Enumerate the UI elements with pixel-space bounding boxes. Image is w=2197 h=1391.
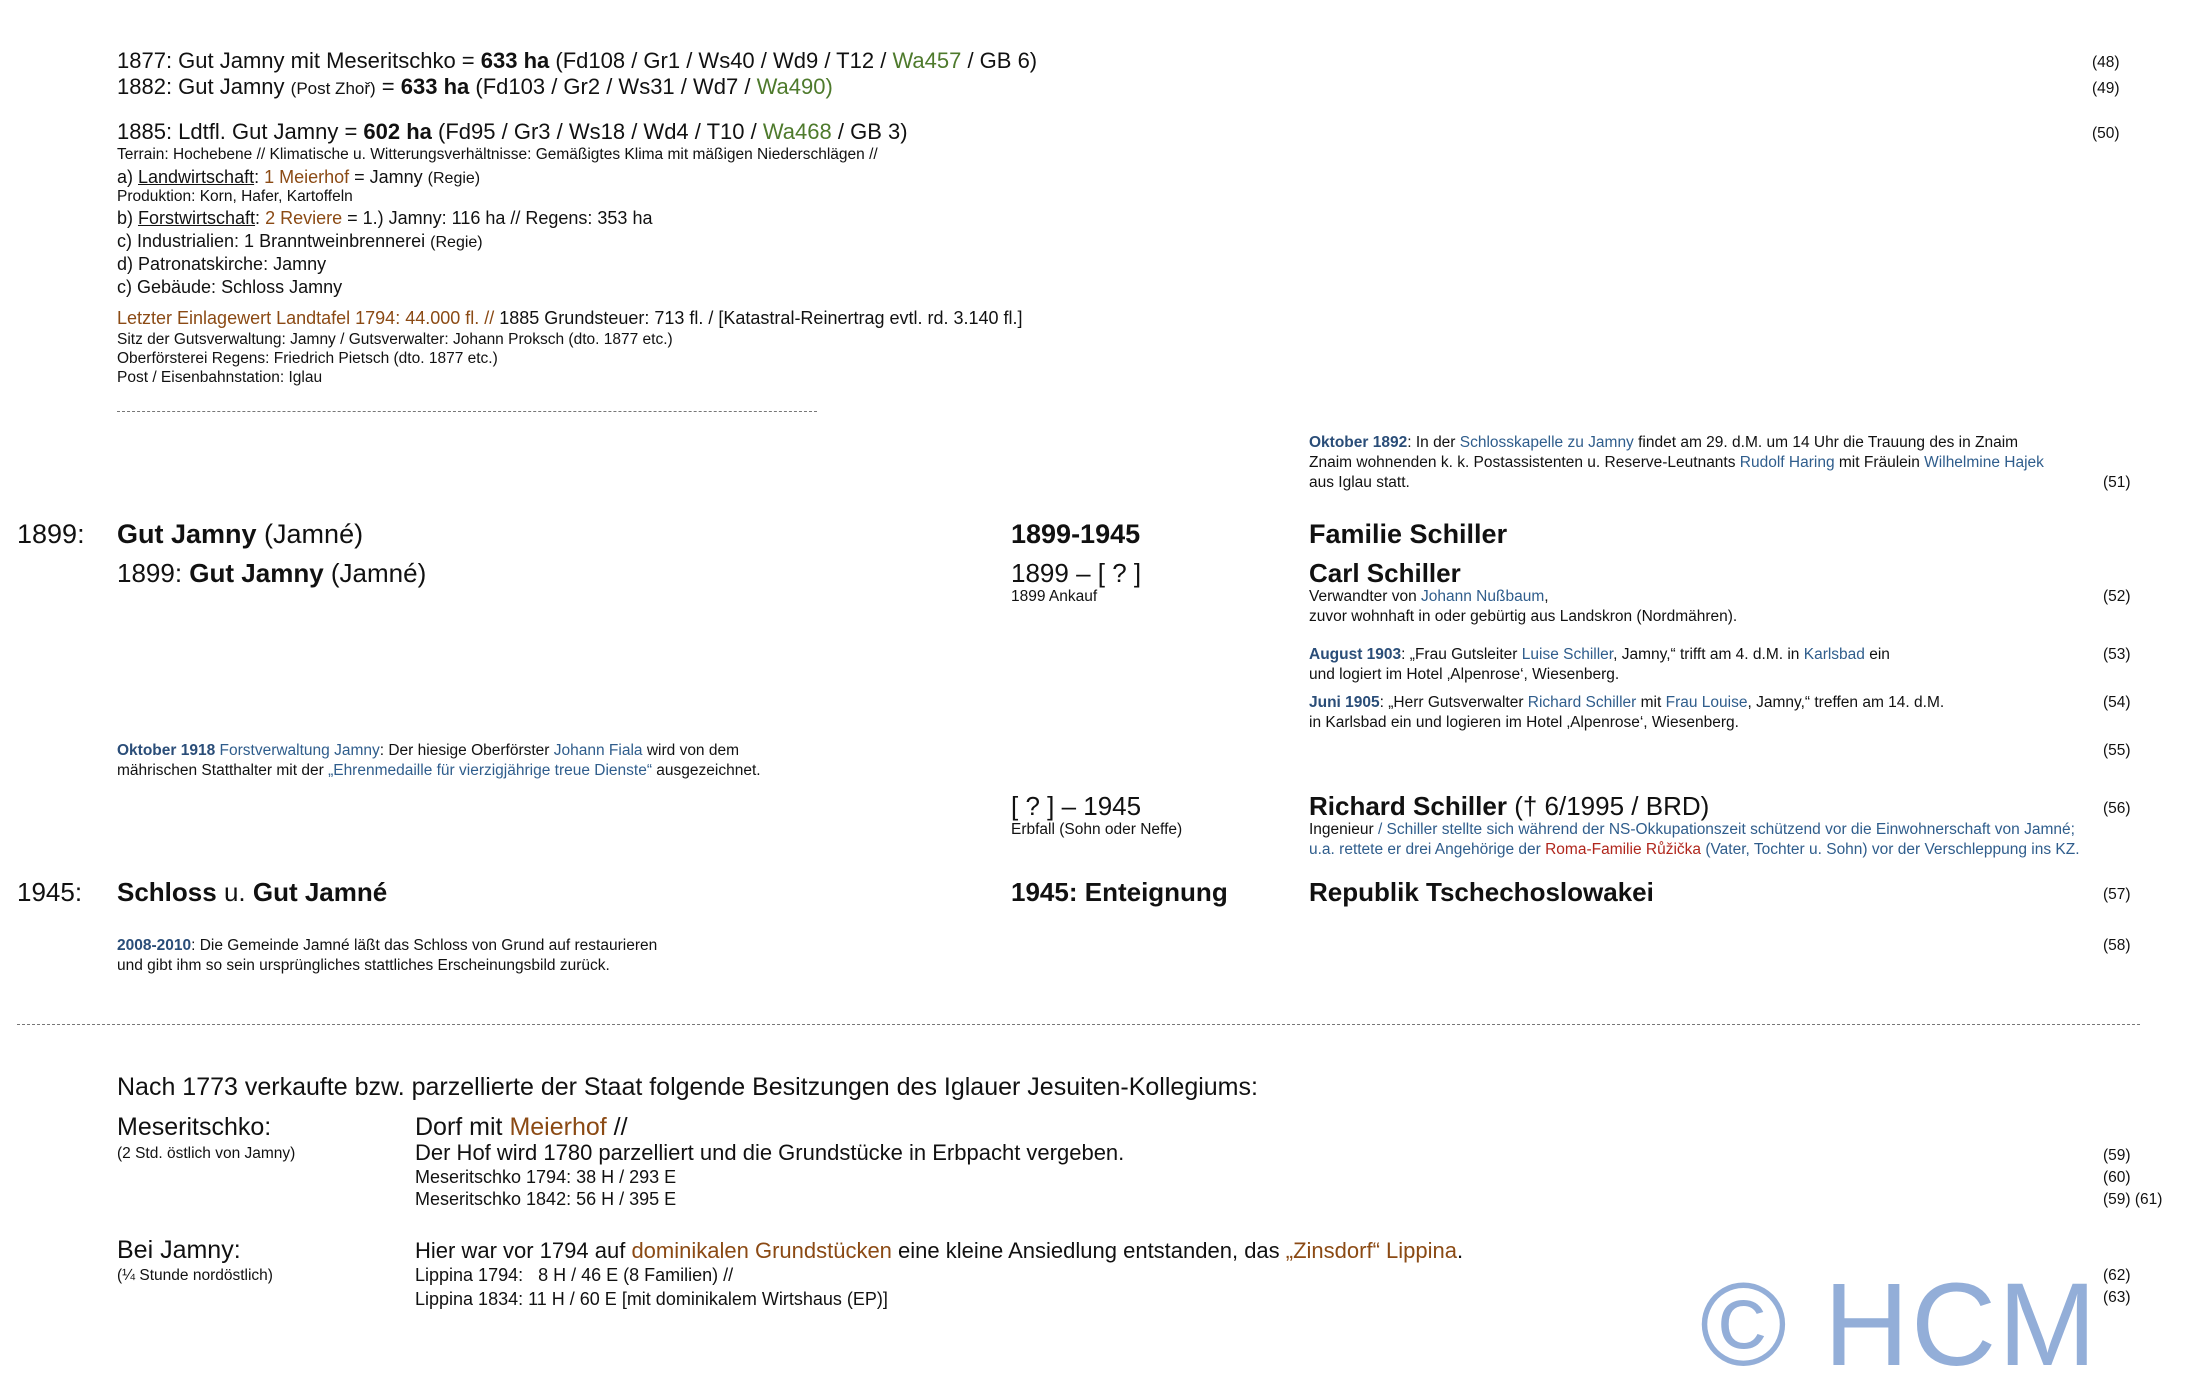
industrialien: c) Industrialien: 1 Branntweinbrennerei (Regie)	[117, 231, 483, 251]
verwandter: Verwandter von Johann Nußbaum,	[1309, 588, 1549, 605]
bei-line1: Hier war vor 1794 auf dominikalen Grundstücken eine kleine Ansiedlung entstanden, das „Zinsdorf“ Lippina.	[415, 1238, 1464, 1263]
familie-schiller: Familie Schiller	[1309, 519, 1508, 549]
ref-53: (53)	[2103, 646, 2131, 663]
sitz: Sitz der Gutsverwaltung: Jamny / Gutsverwalter: Johann Proksch (dto. 1877 etc.)	[117, 331, 673, 348]
period-1899-1945: 1899-1945	[1011, 519, 1141, 549]
copyright-watermark: © HCM	[1700, 1259, 2099, 1391]
mes-line2: Der Hof wird 1780 parzelliert und die Grundstücke in Erbpacht vergeben.	[415, 1140, 1125, 1165]
year-1899: 1899:	[17, 519, 85, 549]
einlagewert: Letzter Einlagewert Landtafel 1794: 44.000 fl. // 1885 Grundsteuer: 713 fl. / [Katastral-Reinertrag evtl. rd. 3.140 fl.]	[117, 308, 1023, 328]
aug1903-line1: August 1903: „Frau Gutsleiter Luise Schiller, Jamny,“ trifft am 4. d.M. in Karlsbad ein	[1309, 646, 1890, 663]
line-1882: 1882: Gut Jamny (Post Zhoř) = 633 ha (Fd103 / Gr2 / Ws31 / Wd7 / Wa490)	[117, 74, 833, 99]
okt1918-line1: Oktober 1918 Forstverwaltung Jamny: Der hiesige Oberförster Johann Fiala wird von dem	[117, 742, 740, 759]
meseritschko-title: Meseritschko:	[117, 1113, 272, 1141]
y2008-line1: 2008-2010: Die Gemeinde Jamné läßt das Schloss von Grund auf restaurieren	[117, 937, 658, 954]
jun1905-line1: Juni 1905: „Herr Gutsverwalter Richard Schiller mit Frau Louise, Jamny,“ treffen am 14. d.M.	[1309, 694, 1945, 711]
richard-line1: Ingenieur / Schiller stellte sich während der NS-Okkupationszeit schützend vor die Einwohnerschaft von Jamné;	[1309, 821, 2075, 838]
gut-jamny-heading: Gut Jamny (Jamné)	[117, 519, 364, 549]
richard-line2: u.a. rettete er drei Angehörige der Roma-Familie Růžička (Vater, Tochter u. Sohn) vor der Verschleppung ins KZ.	[1309, 841, 2080, 858]
ref-48: (48)	[2092, 54, 2120, 71]
carl-schiller: Carl Schiller	[1309, 558, 1461, 588]
ref-58: (58)	[2103, 937, 2131, 954]
gebaeude: c) Gebäude: Schloss Jamny	[117, 277, 343, 297]
mes-line3: Meseritschko 1794: 38 H / 293 E	[415, 1167, 677, 1187]
forstwirtschaft: b) Forstwirtschaft: 2 Reviere = 1.) Jamny: 116 ha // Regens: 353 ha	[117, 208, 653, 228]
okt1892-line3: aus Iglau statt.	[1309, 474, 1410, 491]
owner-period-richard: [ ? ] – 1945	[1011, 791, 1142, 821]
enteignung: 1945: Enteignung	[1011, 877, 1228, 907]
bei-jamny-sub: (¼ Stunde nordöstlich)	[117, 1267, 273, 1284]
ref-59: (59)	[2103, 1147, 2131, 1164]
bei-jamny-title: Bei Jamny:	[117, 1236, 241, 1264]
ref-62: (62)	[2103, 1267, 2131, 1284]
zuvor: zuvor wohnhaft in oder gebürtig aus Landskron (Nordmähren).	[1309, 608, 1738, 625]
post-eisenbahn: Post / Eisenbahnstation: Iglau	[117, 369, 323, 386]
patronatskirche: d) Patronatskirche: Jamny	[117, 254, 327, 274]
produktion: Produktion: Korn, Hafer, Kartoffeln	[117, 188, 353, 205]
okt1892-line1: Oktober 1892: In der Schlosskapelle zu Jamny findet am 29. d.M. um 14 Uhr die Trauung des in Znaim	[1309, 434, 2019, 451]
line-1885: 1885: Ldtfl. Gut Jamny = 602 ha (Fd95 / Gr3 / Ws18 / Wd4 / T10 / Wa468 / GB 3)	[117, 119, 908, 144]
republik: Republik Tschechoslowakei	[1309, 877, 1654, 907]
mes-line1: Dorf mit Meierhof //	[415, 1113, 628, 1141]
divider-long	[17, 1024, 2140, 1025]
ref-54: (54)	[2103, 694, 2131, 711]
schloss-gut-jamne: Schloss u. Gut Jamné	[117, 877, 388, 907]
ref-49: (49)	[2092, 80, 2120, 97]
ref-57: (57)	[2103, 886, 2131, 903]
bei-line3: Lippina 1834: 11 H / 60 E [mit dominikalem Wirtshaus (EP)]	[415, 1289, 888, 1309]
meseritschko-sub: (2 Std. östlich von Jamny)	[117, 1145, 296, 1162]
ref-51: (51)	[2103, 474, 2131, 491]
terrain: Terrain: Hochebene // Klimatische u. Witterungsverhältnisse: Gemäßigtes Klima mit mäßigen Niederschlägen //	[117, 146, 878, 163]
okt1892-line2: Znaim wohnenden k. k. Postassistenten u. Reserve-Leutnants Rudolf Haring mit Fräulein Wilhelmine Hajek	[1309, 454, 2044, 471]
richard-schiller: Richard Schiller († 6/1995 / BRD)	[1309, 791, 1710, 821]
erbfall-note: Erbfall (Sohn oder Neffe)	[1011, 821, 1183, 838]
line-1877: 1877: Gut Jamny mit Meseritschko = 633 ha (Fd108 / Gr1 / Ws40 / Wd9 / T12 / Wa457 / GB 6)	[117, 48, 1038, 73]
gut-jamny-sub: 1899: Gut Jamny (Jamné)	[117, 558, 427, 588]
ref-59-61: (59) (61)	[2103, 1191, 2163, 1208]
ref-50: (50)	[2092, 125, 2120, 142]
bei-line2: Lippina 1794: 8 H / 46 E (8 Familien) //	[415, 1265, 734, 1285]
landwirtschaft: a) Landwirtschaft: 1 Meierhof = Jamny (Regie)	[117, 167, 481, 187]
year-1945: 1945:	[17, 877, 83, 907]
ref-63: (63)	[2103, 1289, 2131, 1306]
ref-52: (52)	[2103, 588, 2131, 605]
ref-60: (60)	[2103, 1169, 2131, 1186]
okt1918-line2: mährischen Statthalter mit der „Ehrenmedaille für vierzigjährige treue Dienste“ ausgezeichnet.	[117, 762, 761, 779]
intro-1773: Nach 1773 verkaufte bzw. parzellierte der Staat folgende Besitzungen des Iglauer Jesuiten-Kollegiums:	[117, 1073, 1258, 1101]
ref-56: (56)	[2103, 800, 2131, 817]
owner-period-carl: 1899 – [ ? ]	[1011, 558, 1142, 588]
y2008-line2: und gibt ihm so sein ursprüngliches stattliches Erscheinungsbild zurück.	[117, 957, 610, 974]
ref-55: (55)	[2103, 742, 2131, 759]
mes-line4: Meseritschko 1842: 56 H / 395 E	[415, 1189, 677, 1209]
oberfoersterei: Oberförsterei Regens: Friedrich Pietsch (dto. 1877 etc.)	[117, 350, 498, 367]
divider-short	[117, 411, 817, 412]
aug1903-line2: und logiert im Hotel ‚Alpenrose‘, Wiesenberg.	[1309, 666, 1620, 683]
ankauf-note: 1899 Ankauf	[1011, 588, 1098, 605]
jun1905-line2: in Karlsbad ein und logieren im Hotel ‚Alpenrose‘, Wiesenberg.	[1309, 714, 1739, 731]
